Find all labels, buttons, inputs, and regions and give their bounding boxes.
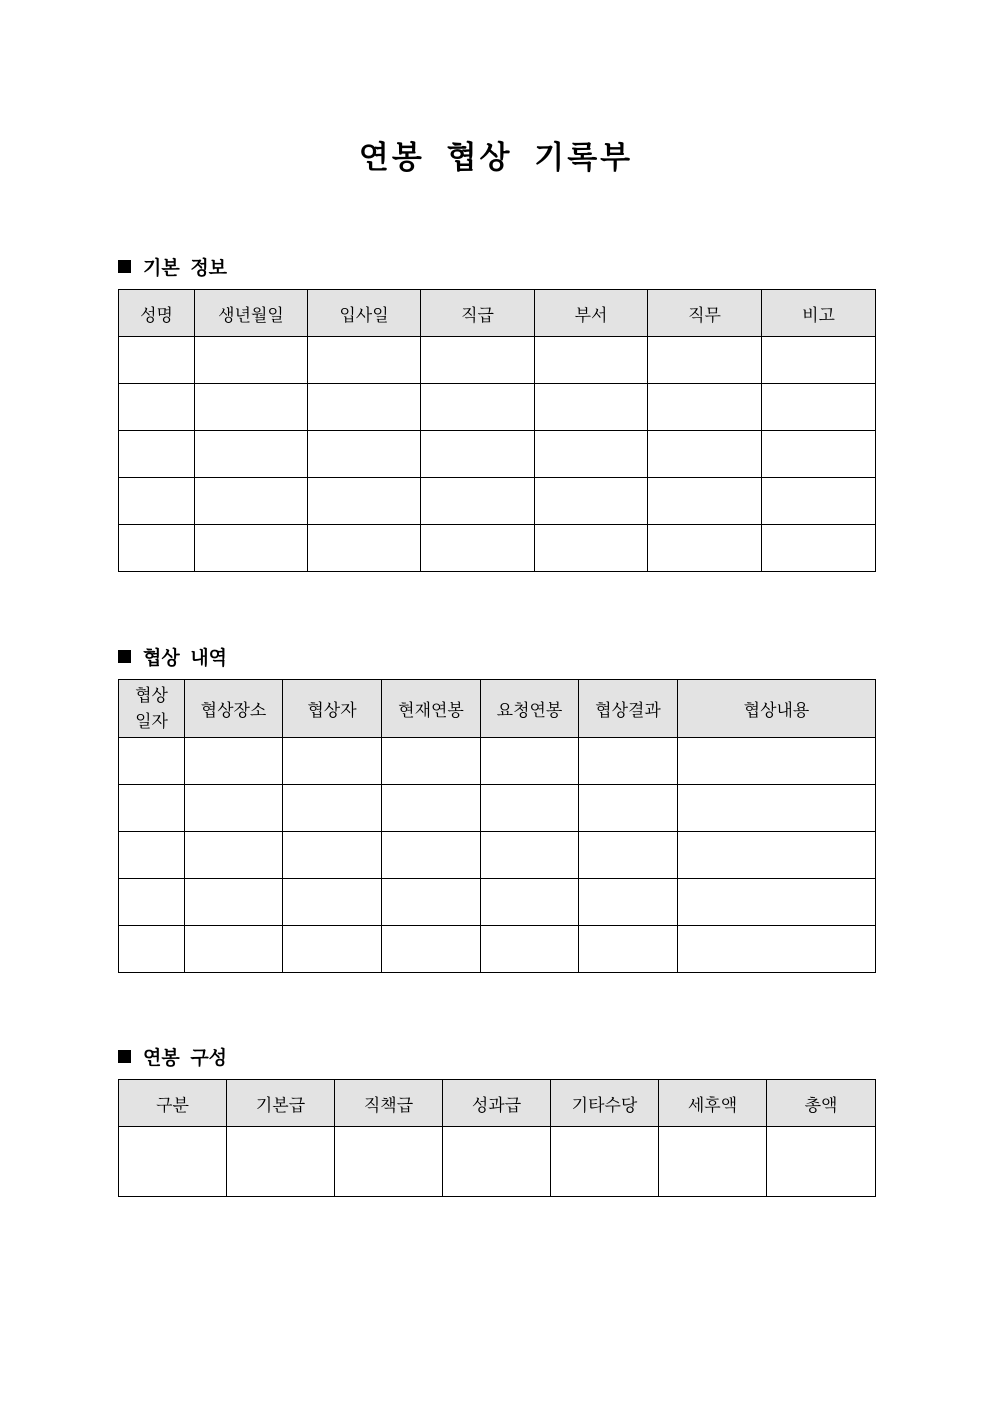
header-cell-line: 협상: [135, 685, 168, 706]
table-header-row: [119, 680, 876, 738]
header-cell-total: 총액: [767, 1080, 876, 1127]
table-cell[interactable]: [421, 384, 535, 431]
header-cell-negotiation-details: 협상내용: [678, 680, 876, 738]
basic-info-table: [118, 289, 876, 572]
table-cell[interactable]: [659, 1127, 767, 1197]
table-cell[interactable]: [648, 525, 762, 572]
square-bullet-icon: [118, 260, 131, 273]
table-cell[interactable]: [762, 431, 876, 478]
table-cell[interactable]: [195, 337, 308, 384]
header-cell-negotiator: 협상자: [283, 680, 382, 738]
table-cell[interactable]: [678, 738, 876, 785]
table-row: [119, 1127, 876, 1197]
section-heading-label: 협상 내역: [143, 647, 228, 669]
table-cell[interactable]: [185, 738, 283, 785]
table-cell[interactable]: [648, 384, 762, 431]
header-cell-birthdate: 생년월일: [195, 290, 308, 337]
header-cell-position-allowance: 직책급: [335, 1080, 443, 1127]
table-cell[interactable]: [195, 478, 308, 525]
table-row: [119, 478, 876, 525]
table-cell[interactable]: [119, 384, 195, 431]
table-cell[interactable]: [382, 926, 481, 973]
table-row: [119, 926, 876, 973]
header-cell-hire-date: 입사일: [308, 290, 421, 337]
table-cell[interactable]: [481, 926, 579, 973]
table-cell[interactable]: [382, 832, 481, 879]
table-cell[interactable]: [308, 337, 421, 384]
document-title: 연봉 협상 기록부: [358, 140, 634, 176]
table-cell[interactable]: [119, 785, 185, 832]
table-cell[interactable]: [535, 431, 648, 478]
table-cell[interactable]: [195, 431, 308, 478]
header-cell-performance-bonus: 성과급: [443, 1080, 551, 1127]
table-cell[interactable]: [227, 1127, 335, 1197]
table-cell[interactable]: [762, 384, 876, 431]
table-cell[interactable]: [119, 478, 195, 525]
table-cell[interactable]: [421, 478, 535, 525]
table-cell[interactable]: [195, 384, 308, 431]
table-cell[interactable]: [283, 926, 382, 973]
table-cell[interactable]: [762, 337, 876, 384]
table-cell[interactable]: [382, 738, 481, 785]
table-row: [119, 525, 876, 572]
header-cell-after-tax: 세후액: [659, 1080, 767, 1127]
table-cell[interactable]: [283, 785, 382, 832]
table-cell[interactable]: [481, 879, 579, 926]
table-cell[interactable]: [308, 384, 421, 431]
table-cell[interactable]: [762, 525, 876, 572]
table-cell[interactable]: [535, 337, 648, 384]
table-cell[interactable]: [767, 1127, 876, 1197]
section-heading-salary-composition: [118, 1043, 227, 1070]
header-cell-department: 부서: [535, 290, 648, 337]
table-cell[interactable]: [579, 785, 678, 832]
table-cell[interactable]: [579, 832, 678, 879]
table-cell[interactable]: [119, 337, 195, 384]
table-cell[interactable]: [421, 337, 535, 384]
table-cell[interactable]: [481, 785, 579, 832]
table-cell[interactable]: [283, 738, 382, 785]
table-header-row: [119, 290, 876, 337]
table-cell[interactable]: [382, 879, 481, 926]
table-cell[interactable]: [421, 431, 535, 478]
table-cell[interactable]: [119, 832, 185, 879]
table-cell[interactable]: [308, 478, 421, 525]
header-cell-rank: 직급: [421, 290, 535, 337]
table-cell[interactable]: [535, 478, 648, 525]
table-cell[interactable]: [185, 785, 283, 832]
header-cell-requested-salary: 요청연봉: [481, 680, 579, 738]
table-cell[interactable]: [119, 525, 195, 572]
table-cell[interactable]: [648, 337, 762, 384]
square-bullet-icon: [118, 1050, 131, 1063]
table-cell[interactable]: [119, 1127, 227, 1197]
table-row: [119, 337, 876, 384]
table-cell[interactable]: [283, 832, 382, 879]
table-cell[interactable]: [443, 1127, 551, 1197]
header-cell-other-allowances: 기타수당: [551, 1080, 659, 1127]
table-cell[interactable]: [481, 832, 579, 879]
header-cell-negotiation-place: 협상장소: [185, 680, 283, 738]
table-cell[interactable]: [481, 738, 579, 785]
table-cell[interactable]: [185, 879, 283, 926]
table-cell[interactable]: [382, 785, 481, 832]
header-cell-line: 일자: [135, 711, 168, 732]
square-bullet-icon: [118, 650, 131, 663]
table-cell[interactable]: [678, 832, 876, 879]
section-heading-label: 기본 정보: [143, 257, 228, 279]
salary-composition-table: [118, 1079, 876, 1197]
table-cell[interactable]: [185, 832, 283, 879]
table-row: [119, 384, 876, 431]
table-row: [119, 431, 876, 478]
negotiation-history-table: [118, 679, 876, 973]
table-header-row: [119, 1080, 876, 1127]
table-row: [119, 785, 876, 832]
table-cell[interactable]: [678, 926, 876, 973]
table-cell[interactable]: [308, 525, 421, 572]
table-cell[interactable]: [648, 431, 762, 478]
table-cell[interactable]: [421, 525, 535, 572]
table-cell[interactable]: [185, 926, 283, 973]
table-cell[interactable]: [283, 879, 382, 926]
table-cell[interactable]: [119, 926, 185, 973]
table-cell[interactable]: [535, 525, 648, 572]
section-heading-basic-info: [118, 253, 227, 280]
header-cell-duty: 직무: [648, 290, 762, 337]
table-row: [119, 738, 876, 785]
table-cell[interactable]: [678, 879, 876, 926]
table-cell[interactable]: [648, 478, 762, 525]
table-cell[interactable]: [579, 738, 678, 785]
table-cell[interactable]: [119, 431, 195, 478]
table-cell[interactable]: [678, 785, 876, 832]
table-cell[interactable]: [762, 478, 876, 525]
section-heading-negotiation-history: [118, 643, 227, 670]
table-cell[interactable]: [579, 879, 678, 926]
header-cell-base-pay: 기본급: [227, 1080, 335, 1127]
header-cell-category: 구분: [119, 1080, 227, 1127]
section-heading-label: 연봉 구성: [143, 1047, 228, 1069]
table-cell[interactable]: [195, 525, 308, 572]
header-cell-remarks: 비고: [762, 290, 876, 337]
table-cell[interactable]: [535, 384, 648, 431]
table-cell[interactable]: [308, 431, 421, 478]
table-cell[interactable]: [551, 1127, 659, 1197]
table-row: [119, 879, 876, 926]
header-cell-negotiation-result: 협상결과: [579, 680, 678, 738]
table-cell[interactable]: [335, 1127, 443, 1197]
table-row: [119, 832, 876, 879]
table-cell[interactable]: [119, 879, 185, 926]
table-cell[interactable]: [119, 738, 185, 785]
header-cell-current-salary: 현재연봉: [382, 680, 481, 738]
table-cell[interactable]: [579, 926, 678, 973]
header-cell-name: 성명: [119, 290, 195, 337]
header-cell-negotiation-date: [119, 680, 185, 738]
